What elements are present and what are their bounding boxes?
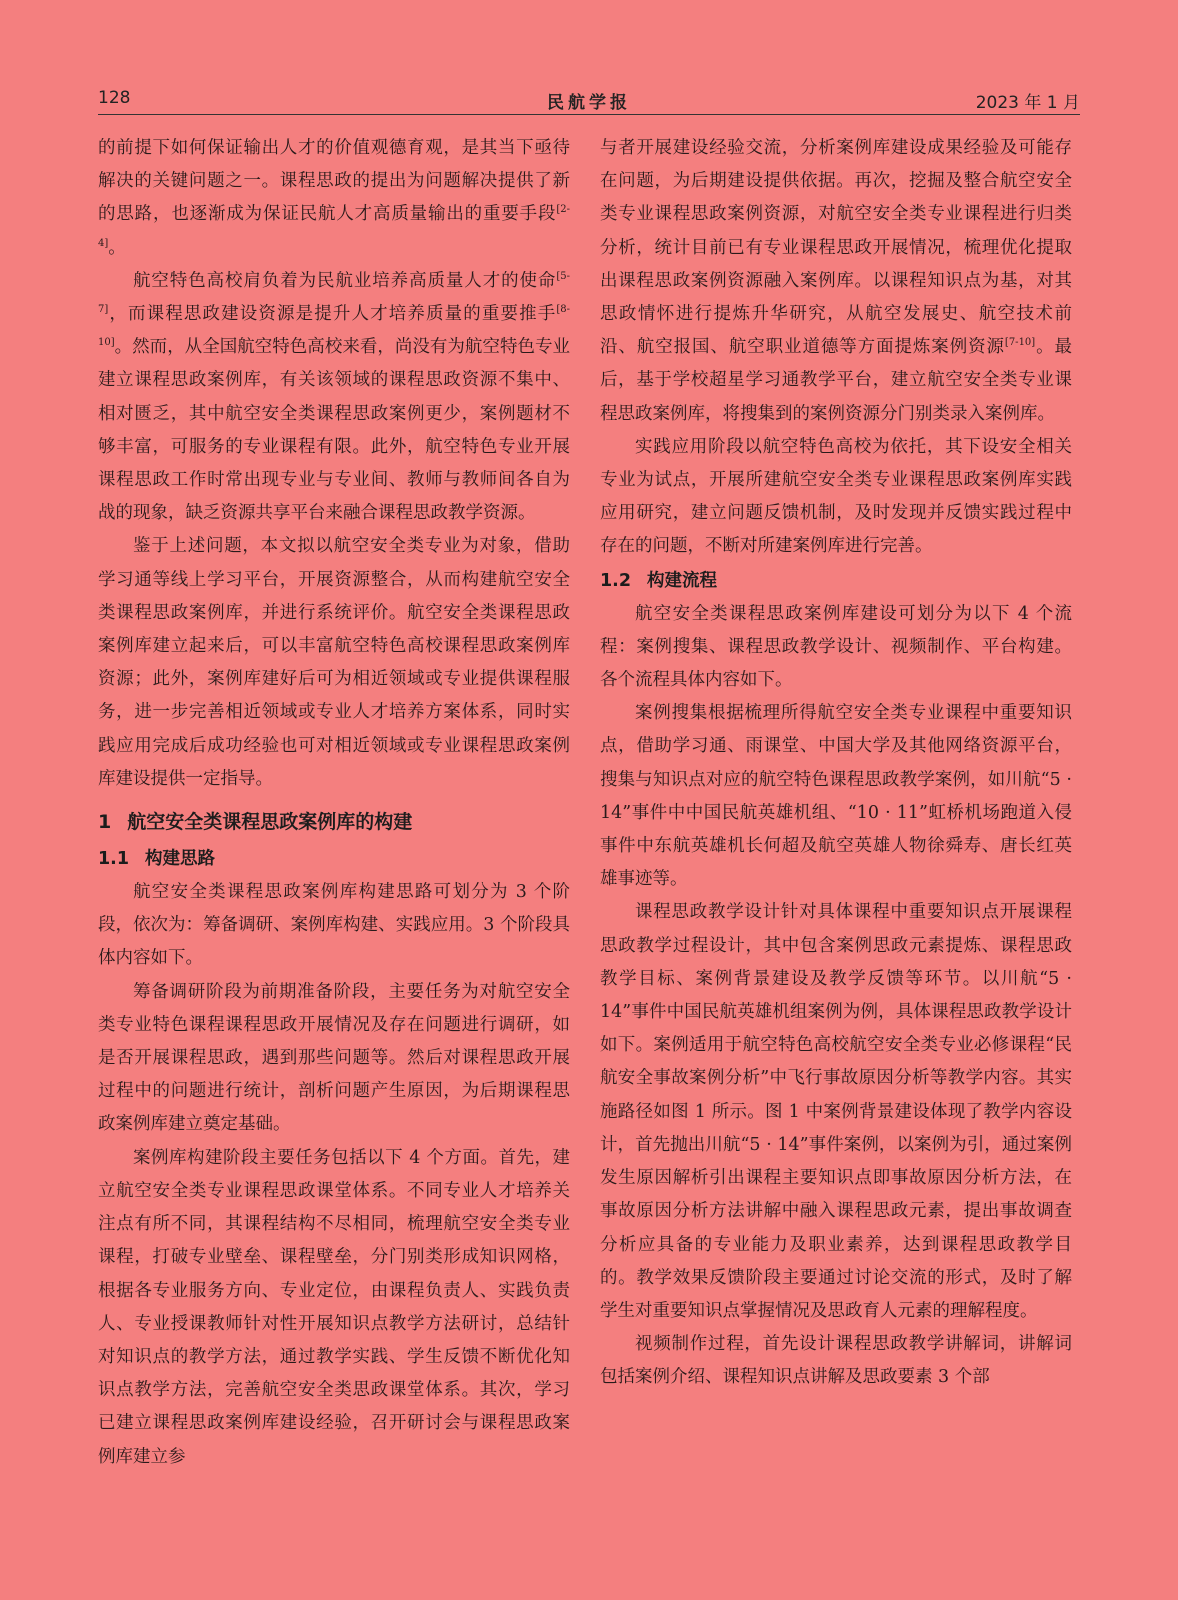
- right-column: [600, 132, 1072, 1395]
- section-heading: [98, 808, 570, 836]
- journal-title: 民航学报: [547, 93, 631, 113]
- paragraph: 案例搜集根据梳理所得航空安全类专业课程中重要知识点，借助学习通、雨课堂、中国大学及其他网络资源平台，搜集与知识点对应的航空特色课程思政教学案例，如川航“5 · 14”事件中中国民航英雄机组、“10 · 11”虹桥机场跑道入侵事件中东航英雄机长何超及航空英雄人物徐舜寿、唐长红英雄事迹等。: [600, 703, 1072, 890]
- paragraph: 航空安全类课程思政案例库建设可划分为以下 4 个流程：案例搜集、课程思政教学设计、视频制作、平台构建。各个流程具体内容如下。: [600, 603, 1072, 691]
- paragraph: [600, 132, 1072, 431]
- paragraph: 课程思政教学设计针对具体课程中重要知识点开展课程思政教学过程设计，其中包含案例思政元素提炼、课程思政教学目标、案例背景建设及教学反馈等环节。以川航“5 · 14”事件中国民航英雄机组案例为例，具体课程思政教学设计如下。案例适用于航空特色高校航空安全类专业必修课程“民航安全事故案例分析”中飞行事故原因分析等教学内容。其实施路径如图 1 所示。图 1 中案例背景建设体现了教学内容设计，首先抛出川航“5 · 14”事件案例，以案例为引，通过案例发生原因解析引出课程主要知识点即事故原因分析方法，在事故原因分析方法讲解中融入课程思政元素，提出事故调查分析应具备的专业能力及职业素养，达到课程思政教学目的。教学效果反馈阶段主要通过讨论交流的形式，及时了解学生对重要知识点掌握情况及思政育人元素的理解程度。: [600, 902, 1072, 1321]
- left-column: [98, 132, 570, 1474]
- subsection-number: 1.1: [98, 849, 130, 870]
- page-number: 128: [98, 88, 131, 108]
- subsection-heading: [98, 844, 570, 874]
- paragraph-text: 。: [108, 237, 126, 258]
- paragraph-text: 。然而，从全国航空特色高校来看，尚没有为航空特色专业建立课程思政案例库，有关该领域的课程思政资源不集中、相对匮乏，其中航空安全类课程思政案例更少，案例题材不够丰富，可服务的专业课程有限。此外，航空特色专业开展课程思政工作时常出现专业与专业间、教师与教师间各自为战的现象，缺乏资源共享平台来融合课程思政教学资源。: [98, 337, 570, 524]
- section-number: 1: [98, 811, 112, 834]
- issue-date: 2023 年 1 月: [975, 93, 1080, 113]
- paragraph: 鉴于上述问题，本文拟以航空安全类专业为对象，借助学习通等线上学习平台，开展资源整合，从而构建航空安全类课程思政案例库，并进行系统评价。航空安全类课程思政案例库建立起来后，可以丰富航空特色高校课程思政案例库资源；此外，案例库建好后可为相近领域或专业提供课程服务，进一步完善相近领域或专业人才培养方案体系，同时实践应用完成后成功经验也可对相近领域或专业课程思政案例库建设提供一定指导。: [98, 536, 570, 789]
- paragraph-text: 的前提下如何保证输出人才的价值观德育观，是其当下亟待解决的关键问题之一。课程思政的提出为问题解决提供了新的思路，也逐渐成为保证民航人才高质量输出的重要手段: [98, 138, 570, 225]
- paragraph-text: 与者开展建设经验交流，分析案例库建设成果经验及可能存在问题，为后期建设提供依据。再次，挖掘及整合航空安全类专业课程思政案例资源，对航空安全类专业课程进行归类分析，统计目前已有专业课程思政开展情况，梳理优化提取出课程思政案例资源融入案例库。以课程知识点为基，对其思政情怀进行提炼升华研究，从航空发展史、航空技术前沿、航空报国、航空职业道德等方面提炼案例资源: [600, 138, 1072, 358]
- paragraph: 视频制作过程，首先设计课程思政教学讲解词，讲解词包括案例介绍、课程知识点讲解及思政要素 3 个部: [600, 1334, 1072, 1388]
- subsection-title: 构建思路: [145, 849, 216, 870]
- paragraph: 案例库构建阶段主要任务包括以下 4 个方面。首先，建立航空安全类专业课程思政课堂体系。不同专业人才培养关注点有所不同，其课程结构不尽相同，梳理航空安全类专业课程，打破专业壁垒、课程壁垒，分门别类形成知识网格，根据各专业服务方向、专业定位，由课程负责人、实践负责人、专业授课教师针对性开展知识点教学方法研讨，总结针对知识点的教学方法，通过教学实践、学生反馈不断优化知识点教学方法，完善航空安全类思政课堂体系。其次，学习已建立课程思政案例库建设经验，召开研讨会与课程思政案例库建立参: [98, 1147, 570, 1467]
- paragraph: 航空安全类课程思政案例库构建思路可划分为 3 个阶段，依次为：筹备调研、案例库构建、实践应用。3 个阶段具体内容如下。: [98, 882, 570, 969]
- paragraph-text: ，而课程思政建设资源是提升人才培养质量的重要推手: [108, 304, 557, 325]
- paragraph-text: 航空特色高校肩负着为民航业培养高质量人才的使命: [133, 270, 557, 291]
- subsection-number: 1.2: [600, 570, 632, 591]
- citation: [2-4]: [98, 204, 570, 249]
- section-title: 航空安全类课程思政案例库的构建: [127, 811, 413, 834]
- citation: [5-7]: [98, 270, 570, 316]
- citation: [7-10]: [1004, 337, 1036, 349]
- paragraph: [98, 132, 570, 265]
- paragraph: 实践应用阶段以航空特色高校为依托，其下设安全相关专业为试点，开展所建航空安全类专业课程思政案例库实践应用研究，建立问题反馈机制，及时发现并反馈实践过程中存在的问题，不断对所建案例库进行完善。: [600, 436, 1072, 557]
- subsection-heading: [600, 566, 1072, 596]
- header-rule: [98, 114, 1080, 115]
- citation: [8-10]: [98, 304, 570, 349]
- subsection-title: 构建流程: [647, 570, 718, 591]
- paragraph: [98, 265, 570, 531]
- paragraph: 筹备调研阶段为前期准备阶段，主要任务为对航空安全类专业特色课程课程思政开展情况及存在问题进行调研，如是否开展课程思政，遇到那些问题等。然后对课程思政开展过程中的问题进行统计，剖析问题产生原因，为后期课程思政案例库建立奠定基础。: [98, 981, 570, 1135]
- running-header: [98, 88, 1080, 114]
- paragraph-text: 。最后，基于学校超星学习通教学平台，建立航空安全类专业课程思政案例库，将搜集到的案例资源分门别类录入案例库。: [600, 337, 1073, 424]
